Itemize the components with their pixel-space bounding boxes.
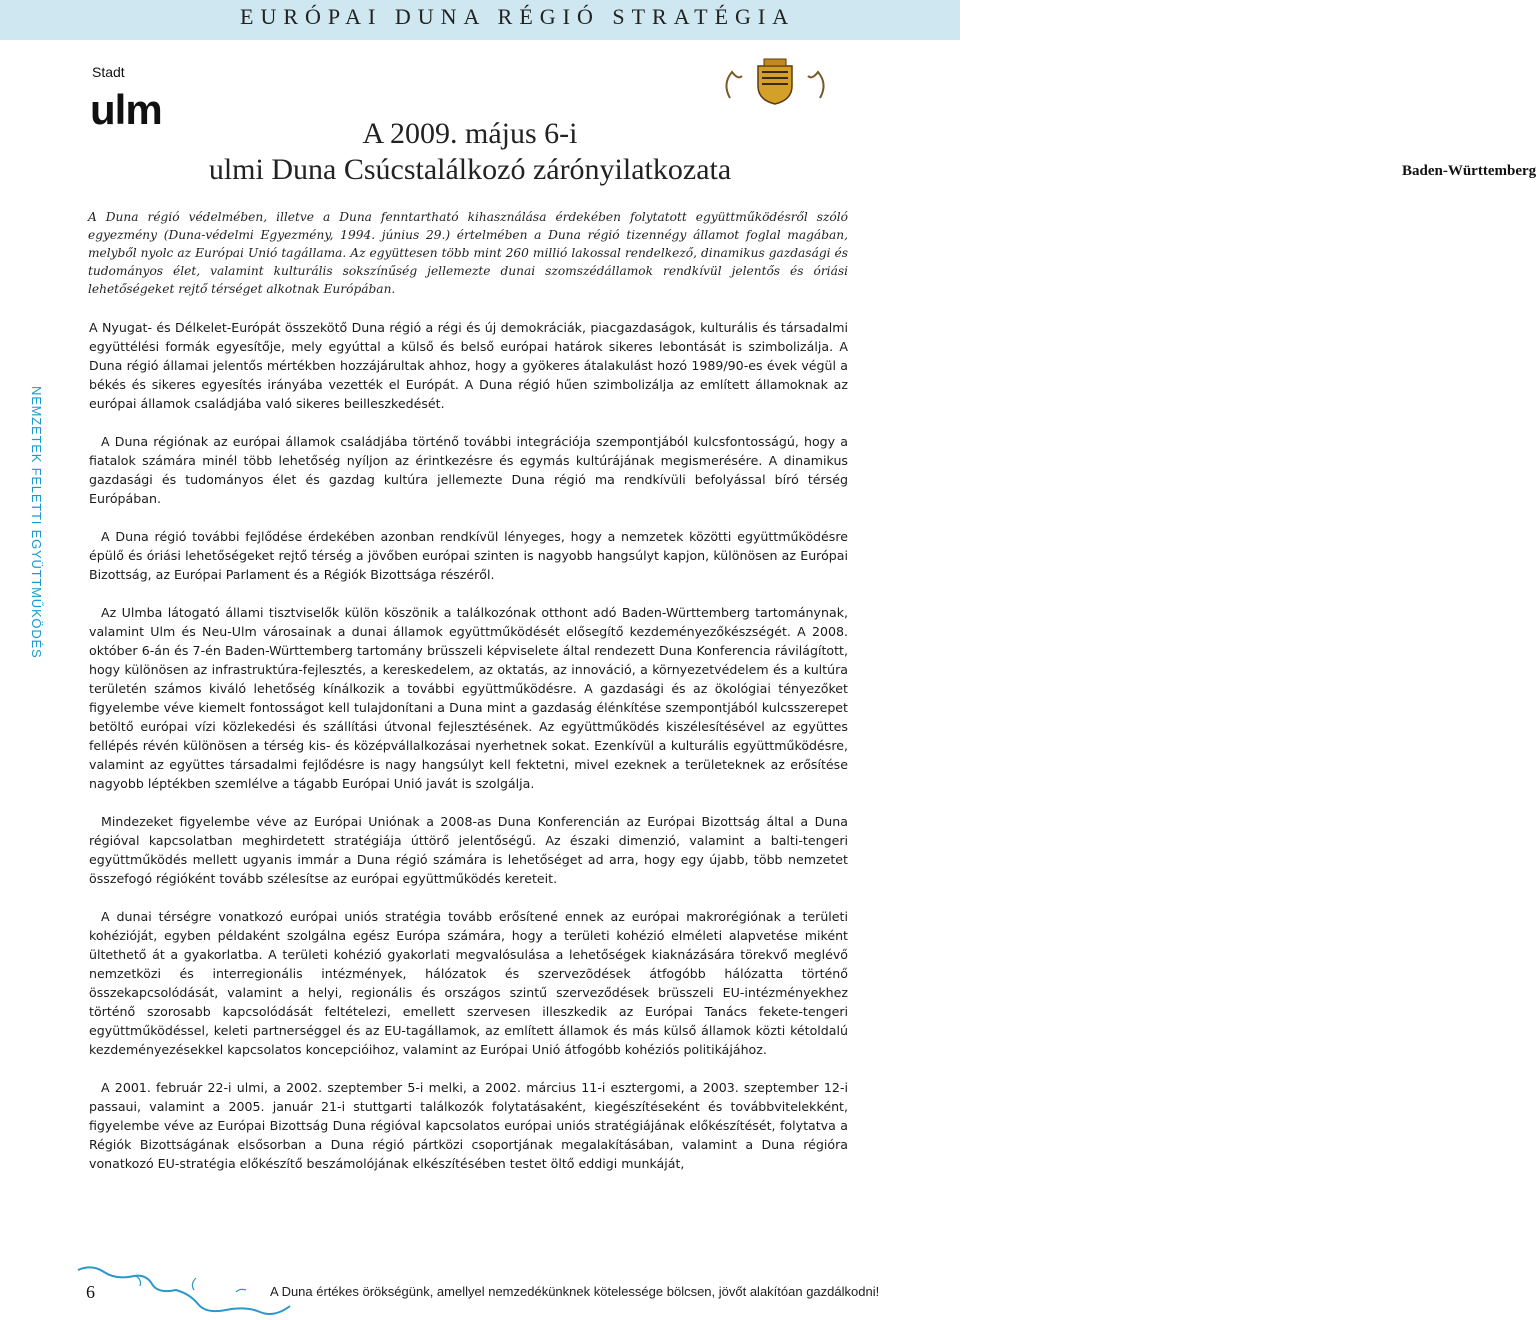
baden-wuerttemberg-wordmark: Baden-Württemberg xyxy=(1402,163,1536,179)
paragraph: A dunai térségre vonatkozó európai uniós stratégia tovább erősítené ennek az európai makrorégiónak a területi kohézióját, egyben példaként szolgálna egész Európa számára, hogy a területi kohézió elméleti alapvetése miként ültethető át a gyakorlatba. A területi kohézió gyakorlati megvalósulása a lehetőségek kiaknázására törekvő meglévő nemzetközi és interregionális intézmények, hálózatok és szervezõdések átfogóbb hálózatta történő összekapcsolódását, valamint a helyi, regionális és országos szintű szerveződések brüsszeli EU-intézményekhez történő szorosabb kapcsolódását feltételezi, emellett szervesen illeszkedik az Európai Tanács fekete-tengeri együttműködéssel, keleti partnerséggel és az EU-tagállamok, az említett államok és más külső államok közti kétoldalú kezdeményezésekkel kapcsolatos koncepcióihoz, valamint az Európai Unió átfogóbb kohéziós politikájához. xyxy=(89,909,848,1057)
ulm-logo xyxy=(92,58,192,138)
header-band xyxy=(0,0,960,40)
page-number: 6 xyxy=(86,1282,95,1302)
document-title xyxy=(200,116,740,188)
paragraph: Mindezeket figyelembe véve az Európai Uniónak a 2008-as Duna Konferencián az Európai Bizottság által a Duna régióval kapcsolatban meghirdetett stratégiája úttörő jelentőségű. Az északi dimenzió, valamint a balti-tengeri együttműködés mellett ugyanis immár a Duna régió számára is lehetőséget ad arra, hogy egy újabb, több nemzetet összefogó régióként tovább szélesítse az európai együttműködés kereteit. xyxy=(89,814,848,886)
coat-of-arms-icon xyxy=(700,58,850,106)
side-section-label: NEMZETEK FELETTI EGYÜTTMŰKÖDÉS xyxy=(29,386,44,659)
document-title-line-2: ulmi Duna Csúcstalálkozó zárónyilatkozata xyxy=(208,153,732,187)
paragraph: A Duna régió további fejlődése érdekében azonban rendkívül lényeges, hogy a nemzetek közötti együttműködésre épülő és óriási lehetőségeket rejtő térség a jövőben európai szinten is nagyobb hangsúlyt kapjon, különösen az Európai Bizottság, az Európai Parlament és a Régiók Bizottsága részéről. xyxy=(89,529,848,582)
river-decoration-icon xyxy=(76,1262,296,1302)
ulm-logo-small-text: Stadt xyxy=(92,64,125,80)
footer-motto: A Duna értékes örökségünk, amellyel nemzedékünknek kötelessége bölcsen, jövőt alakítóan gazdálkodni! xyxy=(270,1284,880,1299)
baden-wuerttemberg-logo xyxy=(700,58,1536,179)
paragraph: Az Ulmba látogató állami tisztviselők külön köszönik a találkozónak otthont adó Baden-Württemberg tartománynak, valamint Ulm és Neu-Ulm városainak a dunai államok együttműködését elősegítő kezdeményezőkészségét. A 2008. október 6-án és 7-én Baden-Württemberg tartomány brüsszeli képviselete által rendezett Duna Konferencia rávilágított, hogy különösen az infrastruktúra-fejlesztés, a kereskedelem, az oktatás, az innováció, a környezetvédelem és a kultúra területén számos kiváló lehetőség kínálkozik a további együttműködésre. A gazdasági és az ökológiai tényezőket figyelembe véve kiemelt fontosságot kell tulajdonítani a Duna mint a gazdaság élénkítése szempontjából kulcsszerepet betöltő európai vízi közlekedési és szállítási útvonal fejlesztésének. Az együttműködés kiszélesítésével az együttes fellépés révén különösen a térség kis- és középvállalkozásai nyerhetnek sokat. Ezenkívül a kulturális együttműködésre, valamint az együttes társadalmi fejlődésre is nagy hangsúlyt kell fektetni, mivel ezeknek a területeknek az erősítése nagyobb léptékben szemlélve a tágabb Európai Unió javát is szolgálja. xyxy=(89,605,848,791)
ulm-logo-word: ulm xyxy=(90,86,162,133)
header-title: EURÓPAI DUNA RÉGIÓ STRATÉGIA xyxy=(240,4,796,29)
main-text xyxy=(89,318,848,1192)
document-title-line-1: A 2009. május 6-i xyxy=(362,117,578,151)
paragraph: A Nyugat- és Délkelet-Európát összekötő Duna régió a régi és új demokráciák, piacgazdaságok, kulturális és társadalmi együttélési formák egyesítője, mely egyúttal a külső és belső európai határok sikeres lebontását is szimbolizálja. A Duna régió államai jelentős mértékben hozzájárultak ahhoz, hogy a gyökeres átalakulást hozó 1989/90-es évek végül a békés és sikeres egyesítés irányába vezették el Európát. A Duna régió hűen szimbolizálja az említett államoknak az európai államok családjába való sikeres beilleszkedését. xyxy=(89,320,848,411)
paragraph: A Duna régiónak az európai államok családjába történő további integrációja szempontjából kulcsfontosságú, hogy a fiatalok számára minél több lehetőség nyíljon az érintkezésre és egymás kultúrájának megismerésére. A dinamikus gazdasági és tudományos élet és gazdag kultúra jellemezte Duna régió ma rendkívüli befolyással bíró térség Európában. xyxy=(89,434,848,506)
intro-paragraph: A Duna régió védelmében, illetve a Duna fenntartható kihasználása érdekében folytatott együttműködésről szóló egyezmény (Duna-védelmi Egyezmény, 1994. június 29.) értelmében a Duna régió tizennégy államot foglal magában, melyből nyolc az Európai Unió tagállama. Az együttesen több mint 260 millió lakossal rendelkező, dinamikus gazdasági és tudományos élet, valamint kulturális sokszínűség jellemezte dunai szomszédállamok rendkívül jelentős és óriási lehetőségeket rejtő térséget alkotnak Európában. xyxy=(88,210,848,296)
paragraph: A 2001. február 22-i ulmi, a 2002. szeptember 5-i melki, a 2002. március 11-i esztergomi, a 2003. szeptember 12-i passaui, valamint a 2005. január 21-i stuttgarti találkozók folytatásaként, kiegészítéseként és továbbvitelekként, figyelembe véve az Európai Bizottság Duna régióval kapcsolatos európai uniós stratégiájának előkészítését, folytatva a Régiók Bizottságának elsősorban a Duna régió pártközi csoportjának megalakításában, valamint a Duna régióra vonatkozó EU-stratégia előkészítő beszámolójának elkészítésében testet öltő eddigi munkáját, xyxy=(89,1080,848,1171)
